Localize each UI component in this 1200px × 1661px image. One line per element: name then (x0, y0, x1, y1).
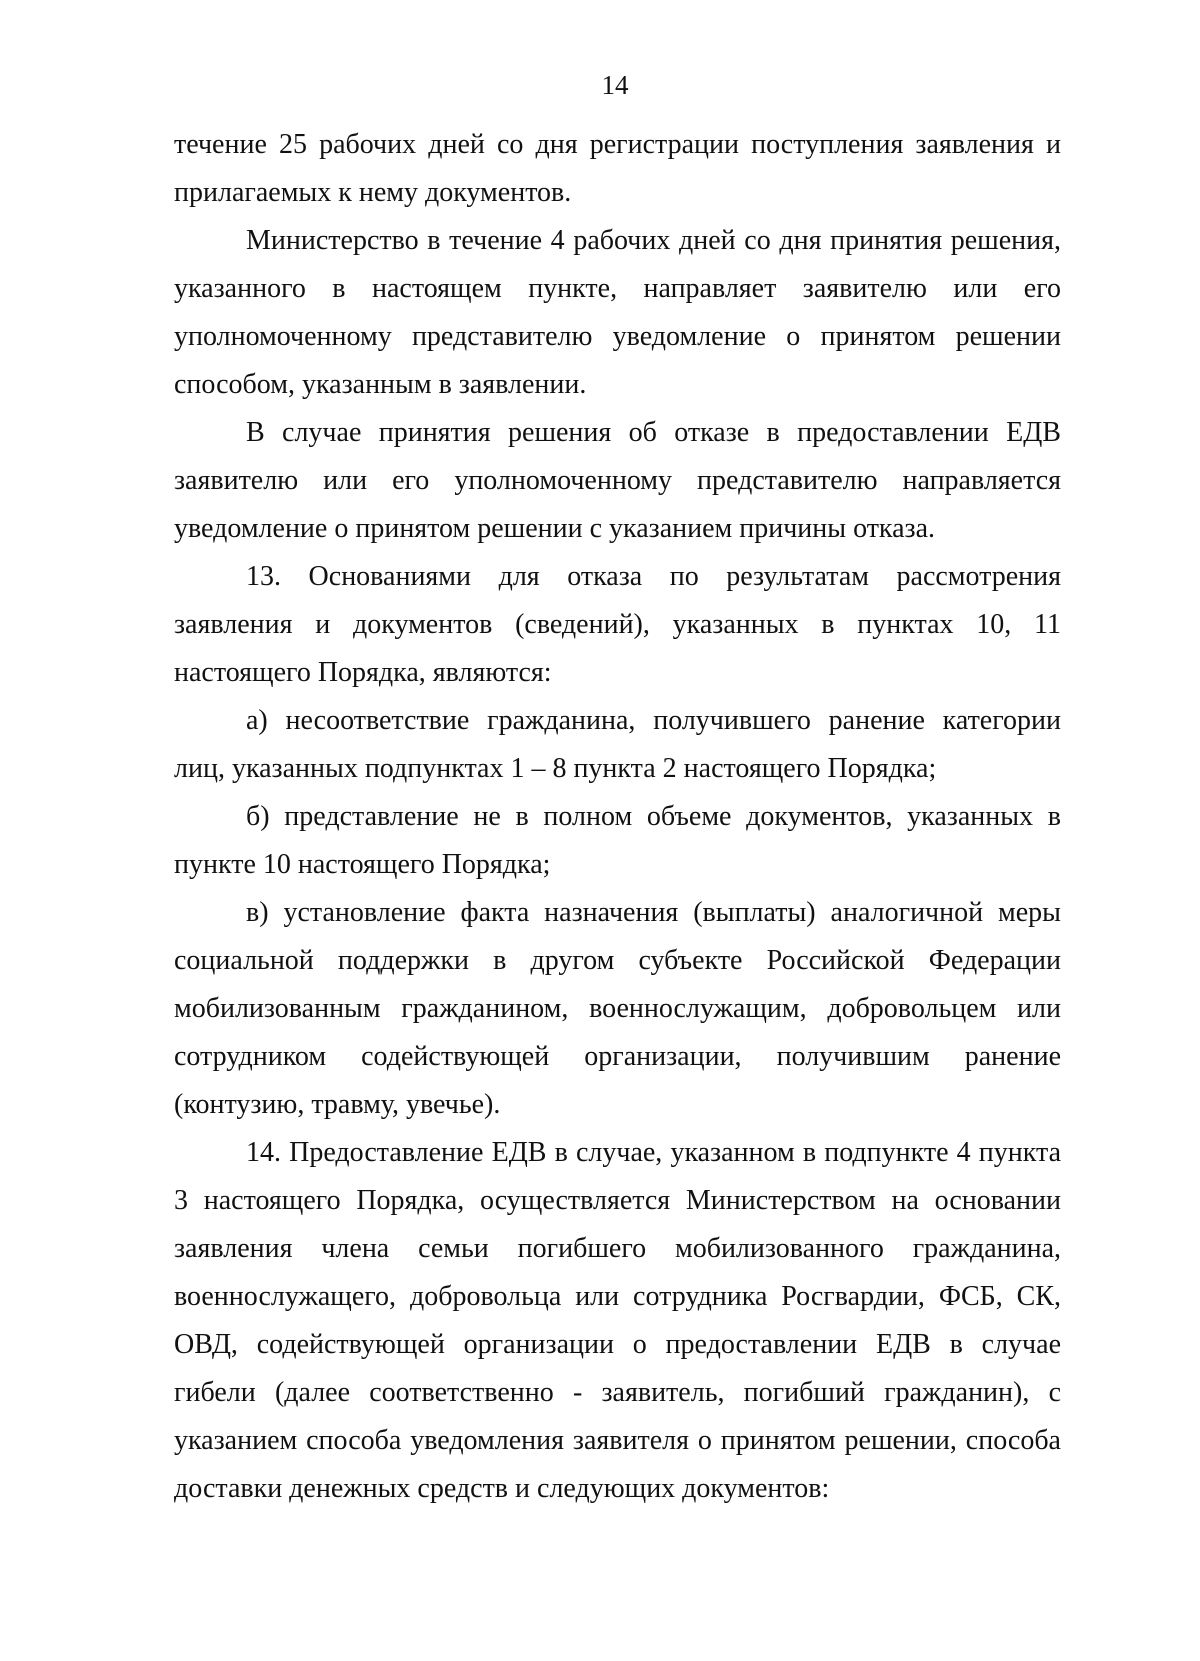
paragraph-continuation: течение 25 рабочих дней со дня регистрации поступления заявления и прилагаемых к нему документов. (174, 129, 1061, 208)
paragraph-14: 14. Предоставление ЕДВ в случае, указанном в подпункте 4 пункта 3 настоящего Порядка, осуществляется Министерством на основании заявления члена семьи погибшего мобилизованного гражданина, военнослужащего, добровольца или сотрудника Росгвардии, ФСБ, СК, ОВД, содействующей организации о предоставлении ЕДВ в случае гибели (далее соответственно - заявитель, погибший гражданин), с указанием способа уведомления заявителя о принятом решении, способа доставки денежных средств и следующих документов: (174, 1137, 1061, 1504)
paragraph-13-item-a: а) несоответствие гражданина, получившего ранение категории лиц, указанных подпунктах 1 – 8 пункта 2 настоящего Порядка; (174, 705, 1061, 784)
page-number: 14 (601, 70, 629, 100)
paragraph-notification: Министерство в течение 4 рабочих дней со дня принятия решения, указанного в настоящем пункте, направляет заявителю или его уполномоченному представителю уведомление о принятом решении способом, указанным в заявлении. (174, 225, 1061, 400)
paragraph-13-item-v: в) установление факта назначения (выплаты) аналогичной меры социальной поддержки в другом субъекте Российской Федерации мобилизованным гражданином, военнослужащим, добровольцем или сотрудником содействующей организации, получившим ранение (контузию, травму, увечье). (174, 897, 1061, 1120)
document-body (174, 121, 1061, 1513)
paragraph-refusal-notice: В случае принятия решения об отказе в предоставлении ЕДВ заявителю или его уполномоченному представителю направляется уведомление о принятом решении с указанием причины отказа. (174, 417, 1061, 544)
paragraph-13-grounds: 13. Основаниями для отказа по результатам рассмотрения заявления и документов (сведений), указанных в пунктах 10, 11 настоящего Порядка, являются: (174, 561, 1061, 688)
paragraph-13-item-b: б) представление не в полном объеме документов, указанных в пункте 10 настоящего Порядка; (174, 801, 1061, 880)
